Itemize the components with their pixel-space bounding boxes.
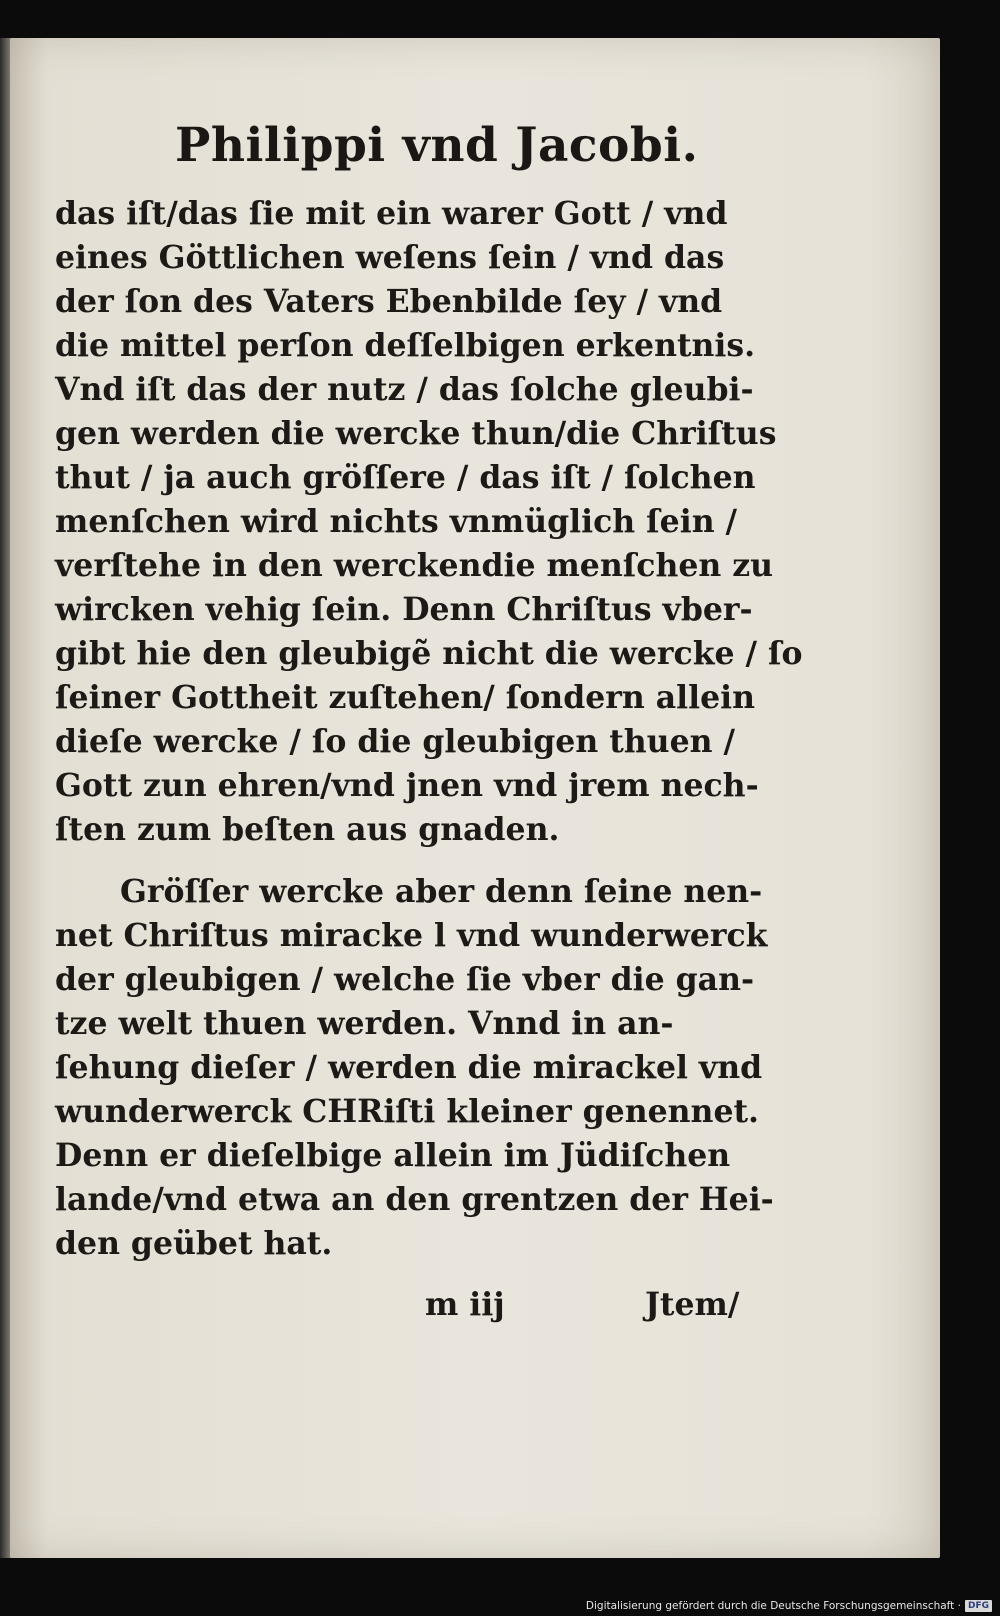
text-line: ſeiner Gottheit zuſtehen/ ſondern allein xyxy=(55,679,755,716)
digitization-footer xyxy=(586,1600,992,1612)
text-line: gibt hie den gleubigẽ nicht die wercke / ſo xyxy=(55,635,803,672)
dfg-logo-icon: DFG xyxy=(965,1600,992,1612)
text-line: gen werden die wercke thun/die Chriſtus xyxy=(55,415,777,452)
text-line: verſtehe in den werckendie menſchen zu xyxy=(55,547,774,584)
paragraph-1 xyxy=(55,192,803,852)
text-line: dieſe wercke / ſo die gleubigen thuen / xyxy=(55,723,735,760)
text-line: das iſt/das ſie mit ein warer Gott / vnd xyxy=(55,195,728,232)
text-line: Gott zun ehren/vnd jnen vnd jrem nech- xyxy=(55,767,759,804)
running-header: Philippi vnd Jacobi. xyxy=(175,118,699,173)
text-line: den geübet hat. xyxy=(55,1225,333,1262)
text-line: Denn er dieſelbige allein im Jüdiſchen xyxy=(55,1137,731,1174)
text-line: eines Göttlichen weſens ſein / vnd das xyxy=(55,239,725,276)
signature-mark: m iij xyxy=(425,1286,505,1323)
text-line: die mittel perſon deſſelbigen erkentnis. xyxy=(55,327,756,364)
text-line: menſchen wird nichts vnmüglich ſein / xyxy=(55,503,738,540)
text-line: tze welt thuen werden. Vnnd in an- xyxy=(55,1005,674,1042)
text-line: lande/vnd etwa an den grentzen der Hei- xyxy=(55,1181,774,1218)
text-line: der gleubigen / welche ſie vber die gan- xyxy=(55,961,755,998)
footer-text: Digitalisierung gefördert durch die Deutsche Forschungsgemeinschaft · xyxy=(585,1600,961,1612)
text-line: wunderwerck CHRiſti kleiner genennet. xyxy=(55,1093,759,1130)
catchword: Jtem/ xyxy=(645,1286,740,1323)
text-line: wircken vehig ſein. Denn Chriſtus vber- xyxy=(55,591,753,628)
text-line: Gröſſer wercke aber denn ſeine nen- xyxy=(120,873,763,910)
text-line: ſehung dieſer / werden die mirackel vnd xyxy=(55,1049,763,1086)
text-line: Vnd iſt das der nutz / das ſolche gleubi- xyxy=(55,371,754,408)
text-line: der ſon des Vaters Ebenbilde ſey / vnd xyxy=(55,283,723,320)
paragraph-2 xyxy=(55,870,775,1266)
text-line: net Chriſtus miracke l vnd wunderwerck xyxy=(55,917,768,954)
text-line: thut / ja auch gröſſere / das iſt / ſolchen xyxy=(55,459,756,496)
text-line: ſten zum beſten aus gnaden. xyxy=(55,811,560,848)
